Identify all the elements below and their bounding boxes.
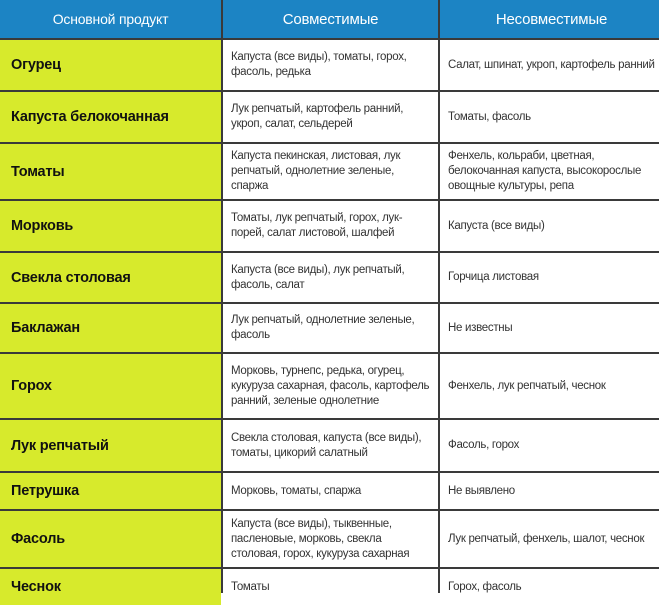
- row-incompatible: Фасоль, горох: [440, 420, 659, 471]
- row-compatible: Капуста (все виды), тыквенные, пасленовые, морковь, свекла столовая, горох, кукуруза сахарная: [223, 511, 438, 567]
- row-product: Морковь: [0, 201, 221, 251]
- row-product: Свекла столовая: [0, 253, 221, 302]
- row-product: Горох: [0, 354, 221, 418]
- row-incompatible: Фенхель, лук репчатый, чеснок: [440, 354, 659, 418]
- header-incompatible: Несовместимые: [440, 0, 659, 38]
- row-compatible: Свекла столовая, капуста (все виды), томаты, цикорий салатный: [223, 420, 438, 471]
- row-incompatible: Лук репчатый, фенхель, шалот, чеснок: [440, 511, 659, 567]
- row-product: Баклажан: [0, 304, 221, 352]
- row-compatible: Томаты, лук репчатый, горох, лук-порей, салат листовой, шалфей: [223, 201, 438, 251]
- row-compatible: Лук репчатый, картофель ранний, укроп, салат, сельдерей: [223, 92, 438, 142]
- row-incompatible: Капуста (все виды): [440, 201, 659, 251]
- row-incompatible: Салат, шпинат, укроп, картофель ранний: [440, 40, 659, 90]
- row-compatible: Лук репчатый, однолетние зеленые, фасоль: [223, 304, 438, 352]
- row-product: Фасоль: [0, 511, 221, 567]
- row-product: Чеснок: [0, 569, 221, 605]
- row-incompatible: Не известны: [440, 304, 659, 352]
- row-compatible: Томаты: [223, 569, 438, 605]
- row-compatible: Морковь, турнепс, редька, огурец, кукуруза сахарная, фасоль, картофель ранний, зеленые однолетние: [223, 354, 438, 418]
- row-compatible: Капуста пекинская, листовая, лук репчатый, однолетние зеленые, спаржа: [223, 144, 438, 199]
- row-compatible: Капуста (все виды), томаты, горох, фасоль, редька: [223, 40, 438, 90]
- row-product: Петрушка: [0, 473, 221, 509]
- row-incompatible: Не выявлено: [440, 473, 659, 509]
- row-compatible: Капуста (все виды), лук репчатый, фасоль, салат: [223, 253, 438, 302]
- row-product: Капуста белокочанная: [0, 92, 221, 142]
- header-product: Основной продукт: [0, 0, 221, 38]
- row-product: Огурец: [0, 40, 221, 90]
- row-incompatible: Томаты, фасоль: [440, 92, 659, 142]
- row-product: Лук репчатый: [0, 420, 221, 471]
- row-incompatible: Горчица листовая: [440, 253, 659, 302]
- row-incompatible: Фенхель, кольраби, цветная, белокочанная капуста, высокорослые овощные культуры, репа: [440, 144, 659, 199]
- header-compatible: Совместимые: [223, 0, 438, 38]
- row-incompatible: Горох, фасоль: [440, 569, 659, 605]
- row-compatible: Морковь, томаты, спаржа: [223, 473, 438, 509]
- row-product: Томаты: [0, 144, 221, 199]
